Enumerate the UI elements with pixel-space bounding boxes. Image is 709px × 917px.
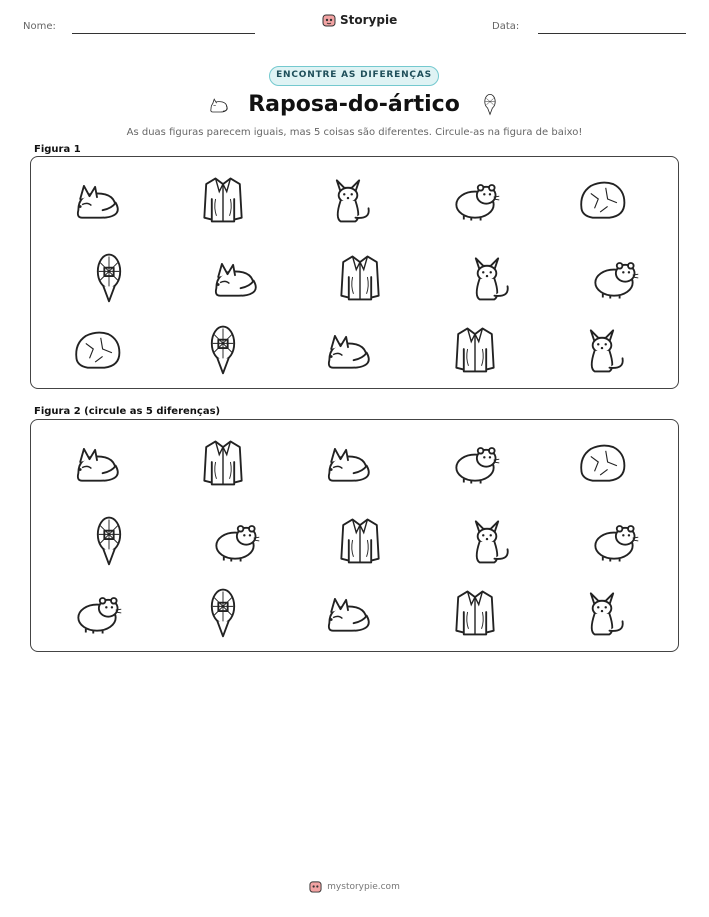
instructions: As duas figuras parecem iguais, mas 5 coisas são diferentes. Circule-as na figura de baixo! xyxy=(126,127,583,138)
figure-2-coat-icon[interactable] xyxy=(332,512,388,568)
figure-2-hamster-icon[interactable] xyxy=(207,512,263,568)
fox-icon xyxy=(203,92,235,116)
brand-logo xyxy=(322,13,397,27)
figure-2-hamster-icon[interactable] xyxy=(447,434,503,490)
figure-1-panel xyxy=(30,156,679,389)
figure-1-fox-sitting-icon xyxy=(320,171,376,227)
figure-2-fox-sleeping-icon[interactable] xyxy=(320,584,376,640)
figure-2-hamster-icon[interactable] xyxy=(69,584,125,640)
figure-2-fox-sleeping-icon[interactable] xyxy=(320,434,376,490)
figure-2-fox-sitting-icon[interactable] xyxy=(574,584,630,640)
figure-2-fox-sitting-icon[interactable] xyxy=(459,512,515,568)
footer xyxy=(0,880,709,893)
figure-1-fox-sitting-icon xyxy=(459,249,515,305)
figure-1-label: Figura 1 xyxy=(34,144,81,155)
figure-2-coat-icon[interactable] xyxy=(447,584,503,640)
figure-2-hamster-icon[interactable] xyxy=(586,512,642,568)
activity-badge: ENCONTRE AS DIFERENÇAS xyxy=(269,66,439,86)
figure-1-coat-icon xyxy=(332,249,388,305)
storypie-logo-icon xyxy=(309,880,322,893)
figure-1-snowshoe-icon xyxy=(195,321,251,377)
figure-2-panel[interactable] xyxy=(30,419,679,652)
figure-2-rock-icon[interactable] xyxy=(574,434,630,490)
date-label: Data: xyxy=(492,21,520,32)
footer-url: mystorypie.com xyxy=(327,881,400,892)
figure-1-hamster-icon xyxy=(447,171,503,227)
figure-1-fox-sleeping-icon xyxy=(320,321,376,377)
figure-1-rock-icon xyxy=(574,171,630,227)
figure-1-coat-icon xyxy=(447,321,503,377)
figure-1-fox-sleeping-icon xyxy=(207,249,263,305)
name-label: Nome: xyxy=(23,21,56,32)
figure-2-fox-sleeping-icon[interactable] xyxy=(69,434,125,490)
figure-1-snowshoe-icon xyxy=(81,249,137,305)
figure-2-snowshoe-icon[interactable] xyxy=(195,584,251,640)
figure-1-fox-sitting-icon xyxy=(574,321,630,377)
figure-2-coat-icon[interactable] xyxy=(195,434,251,490)
figure-1-fox-sleeping-icon xyxy=(69,171,125,227)
figure-2-label: Figura 2 (circule as 5 diferenças) xyxy=(34,406,221,417)
figure-1-hamster-icon xyxy=(586,249,642,305)
figure-2-snowshoe-icon[interactable] xyxy=(81,512,137,568)
figure-1-rock-icon xyxy=(69,321,125,377)
brand-name: Storypie xyxy=(340,13,398,27)
page-title: Raposa-do-ártico xyxy=(248,92,460,117)
name-line[interactable] xyxy=(72,33,255,34)
storypie-logo-icon xyxy=(322,13,336,27)
date-line[interactable] xyxy=(538,33,686,34)
figure-1-coat-icon xyxy=(195,171,251,227)
snowshoe-icon xyxy=(478,90,502,118)
